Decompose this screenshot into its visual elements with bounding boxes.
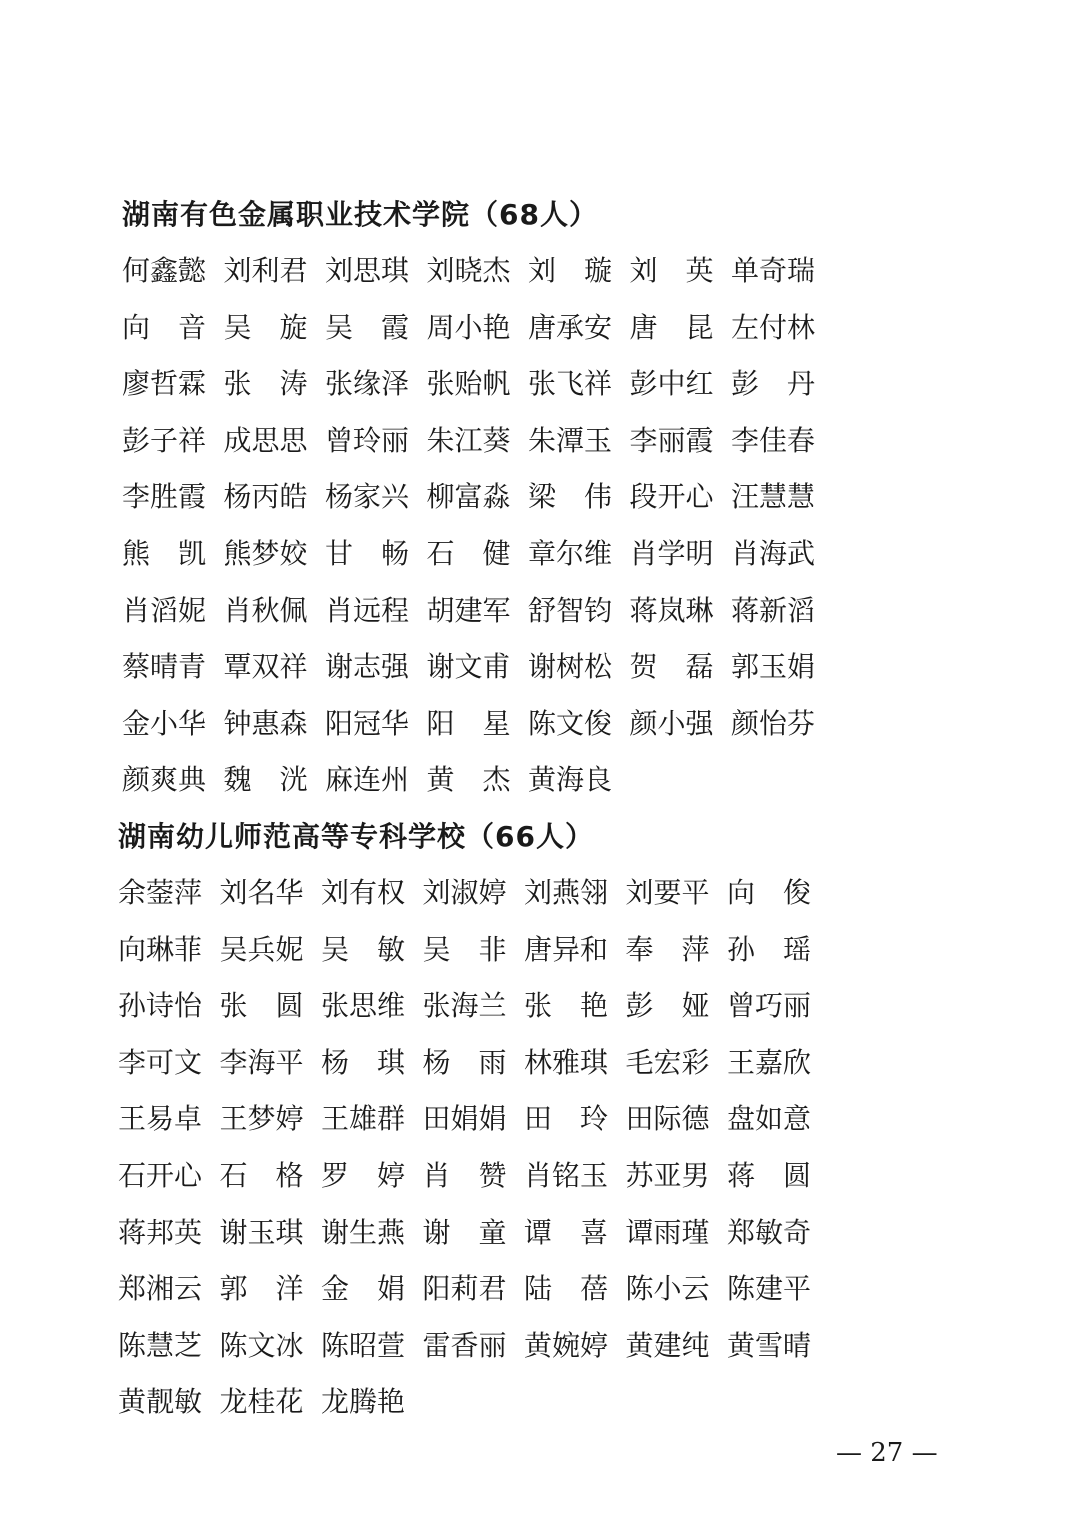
name-entry: 章 尔 维	[528, 536, 613, 570]
name-entry: 颜 爽 典	[122, 763, 207, 797]
name-entry: 贺 磊	[629, 650, 714, 684]
name-entry: 段 开 心	[629, 480, 714, 514]
name-entry: 王 易 卓	[118, 1102, 203, 1136]
name-entry: 谢 玉 琪	[219, 1215, 304, 1249]
name-entry: 雷 香 丽	[422, 1328, 507, 1362]
name-entry: 陈 建 平	[727, 1272, 812, 1306]
name-entry: 唐 昆	[629, 310, 714, 344]
name-entry: 毛 宏 彩	[625, 1045, 710, 1079]
name-entry: 单 奇 瑞	[731, 254, 816, 287]
section-heading: 湖南幼儿师范高等专科学校（66人）	[118, 820, 594, 853]
name-entry: 石 格	[219, 1158, 304, 1192]
name-entry: 覃 双 祥	[223, 650, 308, 684]
name-entry: 蒋 圆	[727, 1158, 811, 1192]
name-entry: 蔡 晴 青	[122, 650, 207, 684]
name-entry: 田 娟 娟	[422, 1102, 507, 1136]
name-entry: 刘 要 平	[625, 876, 710, 909]
name-entry: 唐 承 安	[528, 310, 613, 344]
name-entry: 彭 子 祥	[122, 423, 207, 457]
name-entry: 谭 雨 瑾	[625, 1215, 710, 1249]
section-heading: 湖南有色金属职业技术学院（68人）	[122, 198, 598, 231]
name-entry: 杨 丙 皓	[223, 480, 308, 514]
name-entry: 朱 江 葵	[426, 423, 511, 457]
name-entry: 龙 桂 花	[219, 1385, 304, 1419]
name-entry: 何 鑫 懿	[122, 254, 207, 287]
name-entry: 郑 湘 云	[118, 1272, 203, 1306]
name-entry: 颜 小 强	[629, 706, 714, 740]
name-entry: 阳 星	[426, 706, 511, 740]
name-entry: 黄 靓 敏	[118, 1385, 203, 1419]
name-entry: 石 开 心	[118, 1158, 203, 1192]
name-entry: 肖 远 程	[325, 593, 410, 627]
name-entry: 吴 敏	[321, 932, 405, 966]
name-entry: 周 小 艳	[426, 310, 511, 344]
name-entry: 吴 霞	[325, 310, 409, 344]
name-entry: 刘 晓 杰	[426, 254, 511, 287]
name-entry: 蒋 邦 英	[118, 1215, 203, 1249]
name-entry: 阳 冠 华	[325, 706, 410, 740]
name-entry: 张 艳	[524, 989, 608, 1023]
name-entry: 黄 杰	[426, 763, 511, 797]
name-entry: 梁 伟	[528, 480, 612, 514]
name-entry: 石 健	[426, 536, 511, 570]
name-entry: 杨 雨	[422, 1045, 507, 1079]
name-entry: 郭 玉 娟	[731, 650, 816, 684]
name-entry: 李 丽 霞	[629, 423, 714, 457]
name-entry: 陈 慧 芝	[118, 1328, 203, 1362]
name-grid	[122, 251, 842, 817]
page-number: — 27 —	[836, 1438, 938, 1468]
name-entry: 刘 英	[629, 254, 714, 287]
name-entry: 魏 洸	[223, 763, 308, 797]
name-entry: 谢 童	[422, 1215, 507, 1249]
name-entry: 龙 腾 艳	[321, 1385, 406, 1419]
name-entry: 李 可 文	[118, 1045, 203, 1079]
name-entry: 谭 喜	[524, 1215, 608, 1249]
name-entry: 杨 家 兴	[325, 480, 410, 514]
name-entry: 钟 惠 森	[223, 706, 308, 740]
name-entry: 朱 潭 玉	[528, 423, 613, 457]
name-entry: 向 音	[122, 310, 206, 344]
name-entry: 张 贻 帆	[426, 367, 511, 401]
name-entry: 余 蓥 萍	[118, 876, 203, 909]
name-entry: 阳 莉 君	[422, 1272, 507, 1306]
name-entry: 舒 智 钧	[528, 593, 613, 627]
name-entry: 熊 梦 姣	[223, 536, 308, 570]
name-entry: 柳 富 淼	[426, 480, 511, 514]
name-entry: 郑 敏 奇	[727, 1215, 812, 1249]
name-entry: 奉 萍	[625, 932, 710, 966]
name-entry: 李 佳 春	[731, 423, 816, 457]
name-entry: 王 梦 婷	[219, 1102, 304, 1136]
name-entry: 胡 建 军	[426, 593, 511, 627]
name-entry: 张 缘 泽	[325, 367, 410, 401]
name-entry: 刘 思 琪	[325, 254, 410, 287]
name-entry: 谢 生 燕	[321, 1215, 406, 1249]
name-entry: 苏 亚 男	[625, 1158, 710, 1192]
name-entry: 肖 秋 佩	[223, 593, 308, 627]
name-entry: 陈 文 冰	[219, 1328, 304, 1362]
name-entry: 李 海 平	[219, 1045, 304, 1079]
name-entry: 向 俊	[727, 876, 811, 909]
name-entry: 肖 学 明	[629, 536, 714, 570]
name-entry: 谢 志 强	[325, 650, 410, 684]
name-entry: 刘 燕 翎	[524, 876, 609, 909]
name-entry: 吴 非	[422, 932, 507, 966]
name-entry: 张 涛	[223, 367, 308, 401]
name-entry: 肖 铭 玉	[524, 1158, 609, 1192]
name-entry: 刘 璇	[528, 254, 612, 287]
name-entry: 吴 旋	[223, 310, 308, 344]
name-entry: 彭 娅	[625, 989, 710, 1023]
name-entry: 谢 文 甫	[426, 650, 511, 684]
name-entry: 杨 琪	[321, 1045, 405, 1079]
name-entry: 张 圆	[219, 989, 304, 1023]
name-entry: 金 小 华	[122, 706, 207, 740]
name-entry: 熊 凯	[122, 536, 206, 570]
name-entry: 孙 诗 怡	[118, 989, 203, 1023]
name-entry: 刘 淑 婷	[422, 876, 507, 909]
section-hunan-nonferrous	[122, 193, 842, 817]
name-entry: 颜 怡 芬	[731, 706, 816, 740]
name-entry: 谢 树 松	[528, 650, 613, 684]
name-entry: 肖 海 武	[731, 536, 816, 570]
name-entry: 郭 洋	[219, 1272, 304, 1306]
name-entry: 黄 雪 晴	[727, 1328, 812, 1362]
name-entry: 彭 丹	[731, 367, 815, 401]
name-entry: 盘 如 意	[727, 1102, 812, 1136]
name-entry: 曾 巧 丽	[727, 989, 812, 1023]
name-entry: 成 思 思	[223, 423, 308, 457]
name-entry: 蒋 岚 琳	[629, 593, 714, 627]
name-entry: 曾 玲 丽	[325, 423, 410, 457]
name-entry: 孙 瑶	[727, 932, 811, 966]
name-entry: 肖 赞	[422, 1158, 507, 1192]
name-entry: 黄 建 纯	[625, 1328, 710, 1362]
name-entry: 汪 慧 慧	[731, 480, 816, 514]
name-entry: 李 胜 霞	[122, 480, 207, 514]
name-entry: 罗 婷	[321, 1158, 405, 1192]
name-entry: 肖 滔 妮	[122, 593, 207, 627]
name-entry: 张 飞 祥	[528, 367, 613, 401]
name-entry: 张 海 兰	[422, 989, 507, 1023]
name-entry: 陆 蓓	[524, 1272, 608, 1306]
name-entry: 向 琳 菲	[118, 932, 203, 966]
section-hunan-preschool	[118, 815, 838, 1439]
name-entry: 廖 哲 霖	[122, 367, 207, 401]
name-entry: 陈 文 俊	[528, 706, 613, 740]
name-entry: 张 思 维	[321, 989, 406, 1023]
name-grid	[118, 873, 838, 1439]
name-entry: 王 嘉 欣	[727, 1045, 812, 1079]
name-entry: 刘 名 华	[219, 876, 304, 909]
name-entry: 黄 海 良	[528, 763, 613, 797]
name-entry: 黄 婉 婷	[524, 1328, 609, 1362]
name-entry: 金 娟	[321, 1272, 405, 1306]
name-entry: 麻 连 州	[325, 763, 410, 797]
name-entry: 王 雄 群	[321, 1102, 406, 1136]
name-entry: 彭 中 红	[629, 367, 714, 401]
name-entry: 蒋 新 滔	[731, 593, 816, 627]
name-entry: 陈 小 云	[625, 1272, 710, 1306]
name-entry: 刘 有 权	[321, 876, 406, 909]
name-entry: 田 际 德	[625, 1102, 710, 1136]
name-entry: 陈 昭 萱	[321, 1328, 406, 1362]
name-entry: 左 付 林	[731, 310, 816, 344]
name-entry: 林 雅 琪	[524, 1045, 609, 1079]
name-entry: 田 玲	[524, 1102, 608, 1136]
name-entry: 吴 兵 妮	[219, 932, 304, 966]
name-entry: 刘 利 君	[223, 254, 308, 287]
name-entry: 唐 异 和	[524, 932, 609, 966]
name-entry: 甘 畅	[325, 536, 409, 570]
